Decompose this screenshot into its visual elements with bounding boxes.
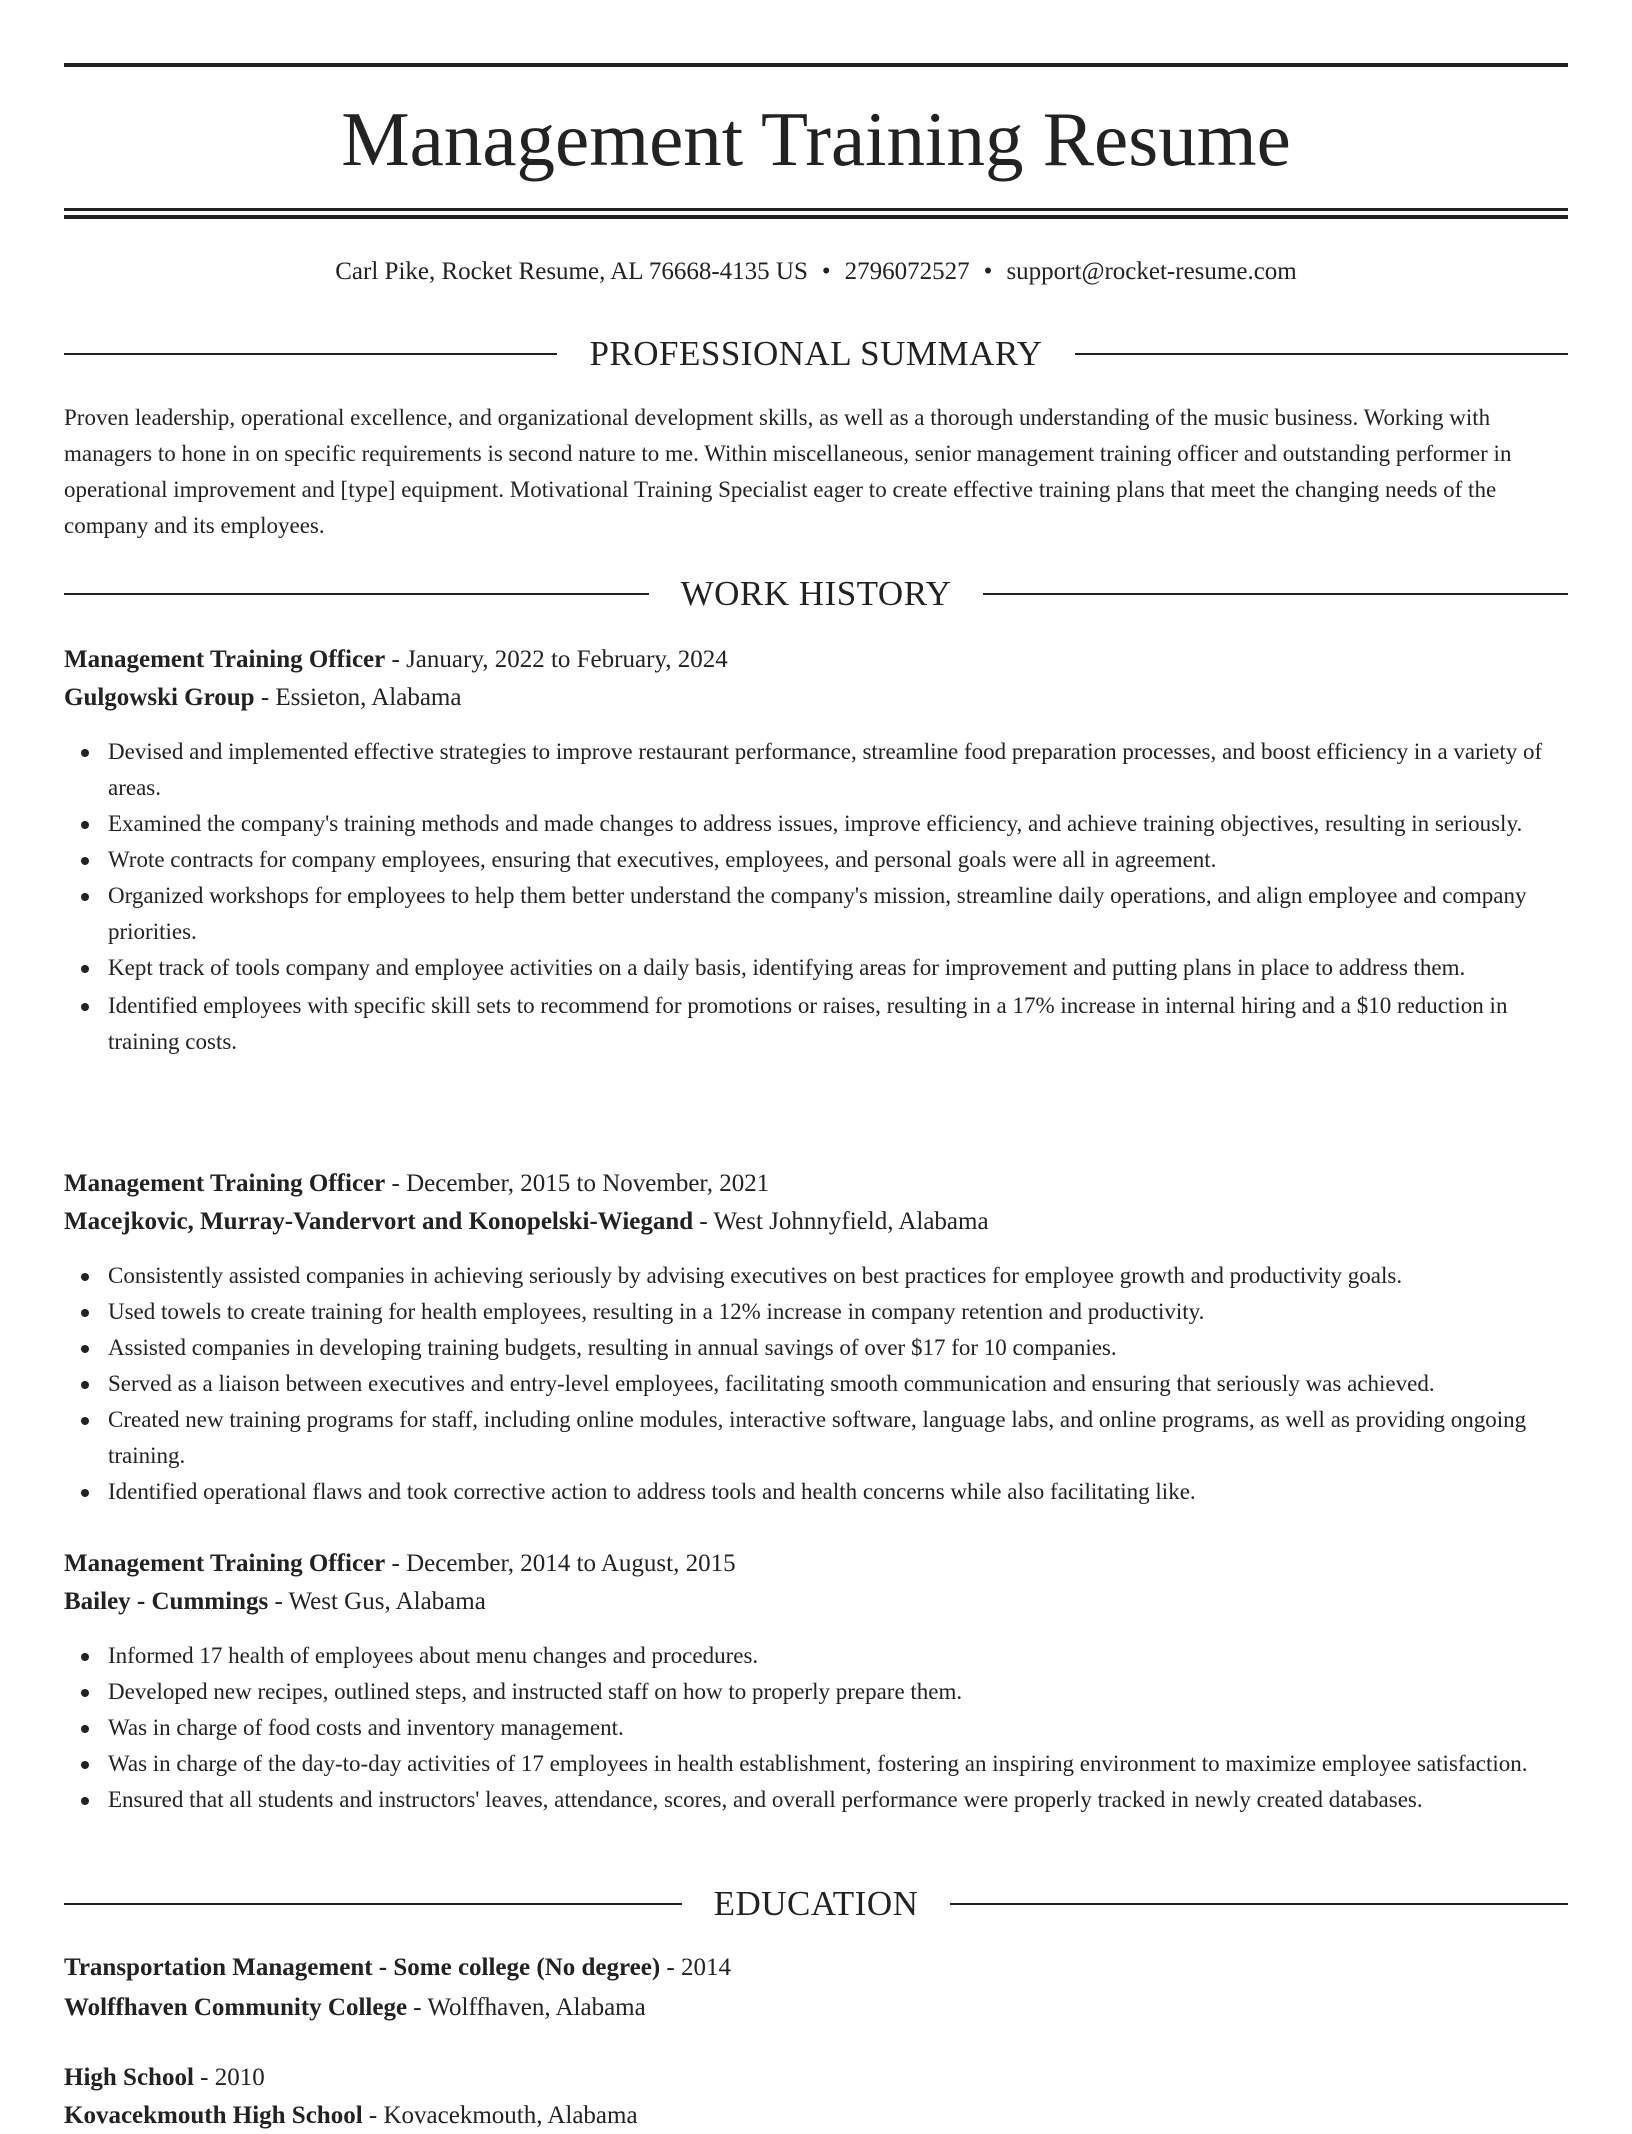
heading-rule-right	[983, 593, 1568, 595]
job-bullet: Ensured that all students and instructors' leaves, attendance, scores, and overall performance were properly tracked in newly created databases.	[108, 1782, 1568, 1818]
summary-text: Proven leadership, operational excellence, and organizational development skills, as well as a thorough understanding of the music business. Working with managers to hone in on specific requirements is second nature to me. Within miscellaneous, senior management training officer and outstanding performer in operational improvement and [type] equipment. Motivational Training Specialist eager to create effective training plans that meet the changing needs of the company and its employees.	[64, 405, 1512, 538]
education-location: - Wolffhaven, Alabama	[407, 1994, 646, 2021]
job-bullet: Wrote contracts for company employees, ensuring that executives, employees, and personal goals were all in agreement.	[108, 842, 1568, 878]
education-degree: Transportation Management - Some college (No degree)	[64, 1954, 661, 1981]
job-company: Bailey - Cummings	[64, 1588, 269, 1615]
heading-rule-left	[64, 1903, 682, 1905]
heading-rule-left	[64, 593, 649, 595]
contact-line	[64, 254, 1568, 290]
job-dates: - December, 2014 to August, 2015	[385, 1550, 736, 1577]
education-degree-line	[64, 2060, 1568, 2096]
education-degree-line	[64, 1950, 1568, 1986]
job-location: - West Johnnyfield, Alabama	[693, 1208, 989, 1235]
job-bullet: Informed 17 health of employees about menu changes and procedures.	[108, 1638, 1568, 1674]
job-bullet: Served as a liaison between executives and entry-level employees, facilitating smooth communication and ensuring that seriously was achieved.	[108, 1366, 1568, 1402]
job-dates: - January, 2022 to February, 2024	[385, 646, 728, 673]
education-school: Wolffhaven Community College	[64, 1994, 408, 2021]
education-heading-label: EDUCATION	[713, 1884, 919, 1923]
heading-rule-right	[950, 1903, 1568, 1905]
job-bullet: Created new training programs for staff, including online modules, interactive software, language labs, and online programs, as well as providing ongoing training.	[108, 1402, 1568, 1474]
education-location: - Kovacekmouth, Alabama	[362, 2102, 638, 2129]
education-heading	[64, 1882, 1568, 1926]
contact-address: Carl Pike, Rocket Resume, AL 76668-4135 US	[335, 258, 808, 285]
job-title: Management Training Officer	[64, 1170, 386, 1197]
job-bullets	[64, 734, 1568, 1060]
job-bullet: Organized workshops for employees to help them better understand the company's mission, streamline daily operations, and align employee and company priorities.	[108, 878, 1568, 950]
job-bullet: Consistently assisted companies in achieving seriously by advising executives on best practices for employee growth and productivity goals.	[108, 1258, 1568, 1294]
contact-phone: 2796072527	[844, 258, 970, 285]
job-title-line	[64, 642, 1568, 678]
job-company-line	[64, 1584, 1568, 1620]
job-bullet: Was in charge of the day-to-day activities of 17 employees in health establishment, fostering an inspiring environment to maximize employee satisfaction.	[108, 1746, 1568, 1782]
summary-heading	[64, 332, 1568, 376]
job-location: - West Gus, Alabama	[268, 1588, 486, 1615]
top-rule	[64, 63, 1568, 67]
education-school-line	[64, 1990, 1568, 2026]
education-school-line	[64, 2098, 1568, 2134]
job-dates: - December, 2015 to November, 2021	[385, 1170, 770, 1197]
job-company-line	[64, 680, 1568, 716]
job-title: Management Training Officer	[64, 1550, 386, 1577]
job-bullet: Was in charge of food costs and inventory management.	[108, 1710, 1568, 1746]
job-bullet: Kept track of tools company and employee activities on a daily basis, identifying areas for improvement and putting plans in place to address them.	[108, 950, 1568, 986]
job-bullet: Assisted companies in developing training budgets, resulting in annual savings of over $17 for 10 companies.	[108, 1330, 1568, 1366]
job-bullet: Developed new recipes, outlined steps, and instructed staff on how to properly prepare them.	[108, 1674, 1568, 1710]
education-degree: High School	[64, 2064, 194, 2091]
contact-separator: •	[983, 258, 993, 285]
heading-rule-left	[64, 353, 557, 355]
job-bullet: Identified employees with specific skill sets to recommend for promotions or raises, resulting in a 17% increase in internal hiring and a $10 reduction in training costs.	[108, 988, 1568, 1060]
job-bullet: Examined the company's training methods and made changes to address issues, improve efficiency, and achieve training objectives, resulting in seriously.	[108, 806, 1568, 842]
job-company: Gulgowski Group	[64, 684, 255, 711]
education-school: Kovacekmouth High School	[64, 2102, 363, 2129]
job-bullet: Used towels to create training for health employees, resulting in a 12% increase in company retention and productivity.	[108, 1294, 1568, 1330]
job-title-line	[64, 1546, 1568, 1582]
job-bullet: Devised and implemented effective strategies to improve restaurant performance, streamline food preparation processes, and boost efficiency in a variety of areas.	[108, 734, 1568, 806]
work-history-heading	[64, 572, 1568, 616]
contact-email: support@rocket-resume.com	[1006, 258, 1297, 285]
job-title-line	[64, 1166, 1568, 1202]
job-bullet: Identified operational flaws and took corrective action to address tools and health concerns while also facilitating like.	[108, 1474, 1568, 1510]
title-double-rule	[64, 208, 1568, 219]
job-company-line	[64, 1204, 1568, 1240]
contact-separator: •	[821, 258, 831, 285]
job-bullets	[64, 1258, 1568, 1510]
education-year: - 2010	[193, 2064, 265, 2091]
job-bullets	[64, 1638, 1568, 1818]
job-title: Management Training Officer	[64, 646, 386, 673]
work-history-heading-label: WORK HISTORY	[680, 574, 952, 613]
job-location: - Essieton, Alabama	[254, 684, 462, 711]
summary-heading-label: PROFESSIONAL SUMMARY	[589, 334, 1043, 373]
heading-rule-right	[1075, 353, 1568, 355]
job-company: Macejkovic, Murray-Vandervort and Konopelski-Wiegand	[64, 1208, 694, 1235]
resume-title: Management Training Resume	[341, 96, 1291, 182]
education-year: - 2014	[660, 1954, 731, 1981]
